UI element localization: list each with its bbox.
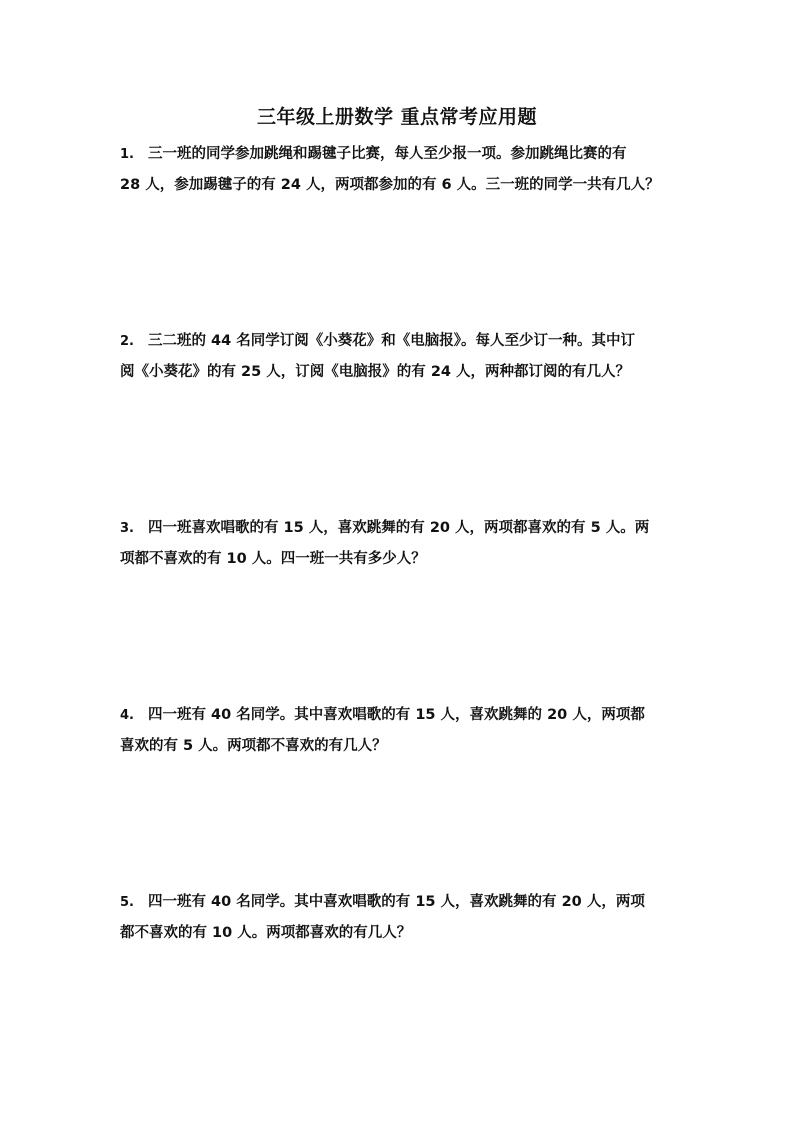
problem-text: 28 人，参加踢毽子的有 24 人，两项都参加的有 6 人。三一班的同学一共有几人？ [120,177,660,193]
problem-text: 都不喜欢的有 10 人。两项都喜欢的有几人？ [120,925,412,941]
problem-4 [120,700,680,762]
problem-text: 阅《小葵花》的有 25 人，订阅《电脑报》的有 24 人，两种都订阅的有几人？ [120,364,631,380]
problem-line [120,887,680,918]
problem-text: 喜欢的有 5 人。两项都不喜欢的有几人？ [120,738,387,754]
problem-2 [120,326,680,388]
problem-1 [120,139,680,201]
problem-text: 四一班有 40 名同学。其中喜欢唱歌的有 15 人，喜欢跳舞的 20 人，两项都 [148,707,645,723]
problem-line [120,326,680,357]
problem-number: 1. [120,147,134,162]
problem-line [120,731,680,762]
problem-line [120,700,680,731]
problem-line [120,170,680,201]
problem-number: 2. [120,334,134,349]
problem-5 [120,887,680,949]
problem-line [120,544,680,575]
page-title: 三年级上册数学 重点常考应用题 [256,106,538,128]
problem-text: 四一班有 40 名同学。其中喜欢唱歌的有 15 人，喜欢跳舞的有 20 人，两项 [148,894,645,910]
problem-text: 四一班喜欢唱歌的有 15 人，喜欢跳舞的有 20 人，两项都喜欢的有 5 人。两 [148,520,650,536]
problem-text: 三二班的 44 名同学订阅《小葵花》和《电脑报》。每人至少订一种。其中订 [148,333,636,349]
problem-number: 5. [120,895,134,910]
problem-line [120,513,680,544]
problem-text: 三一班的同学参加跳绳和踢毽子比赛，每人至少报一项。参加跳绳比赛的有 [148,146,627,162]
problem-line [120,139,680,170]
problem-line [120,918,680,949]
problem-text: 项都不喜欢的有 10 人。四一班一共有多少人？ [120,551,426,567]
problem-number: 3. [120,521,134,536]
problem-line [120,357,680,388]
problem-number: 4. [120,708,134,723]
problem-3 [120,513,680,575]
